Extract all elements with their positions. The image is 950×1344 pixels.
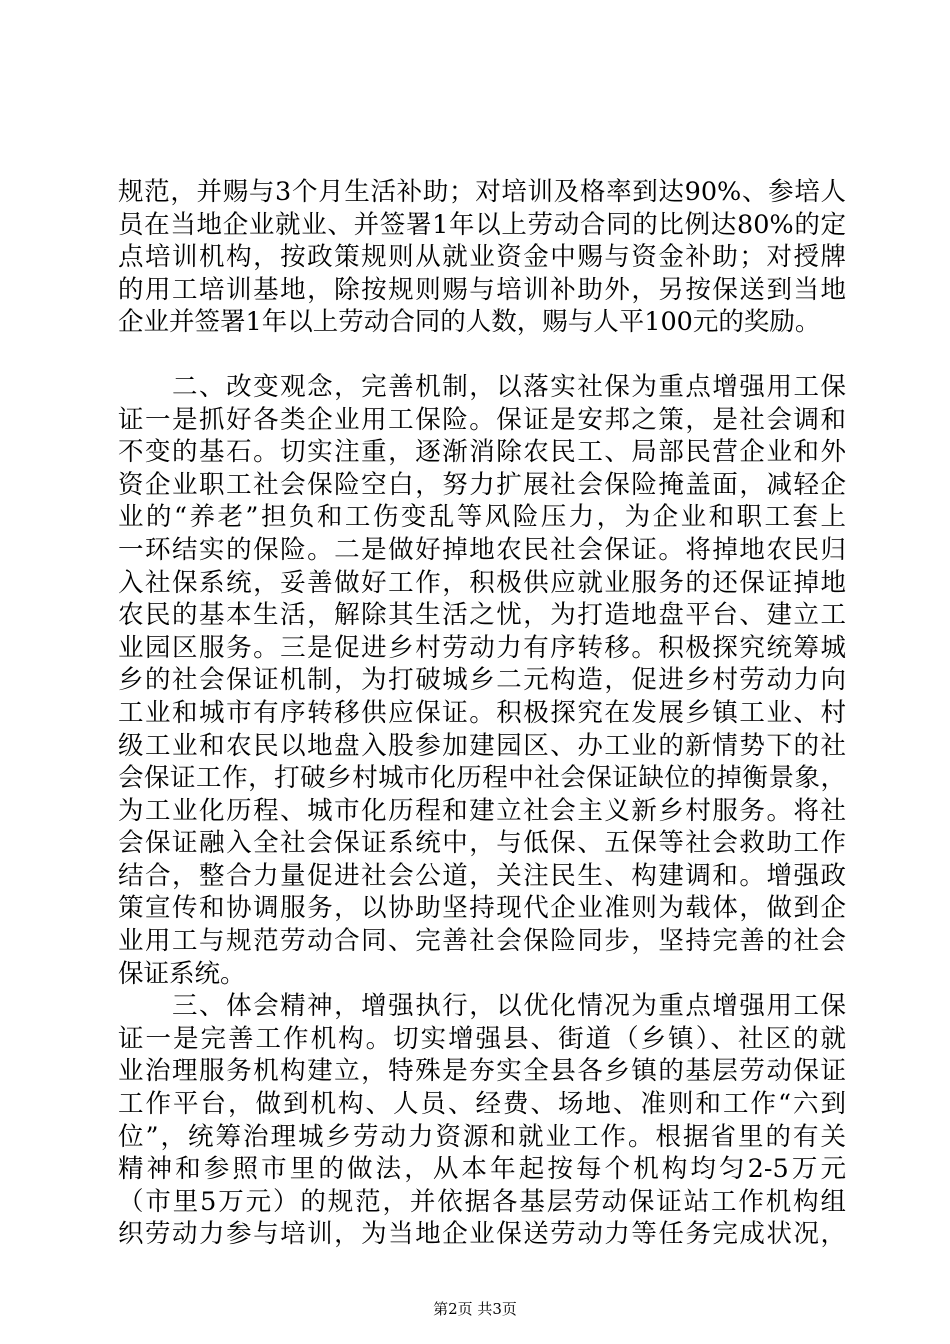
text-line: 业园区服务。三是促进乡村劳动力有序转移。积极探究统筹城: [118, 632, 846, 663]
paragraph-1: [118, 176, 846, 339]
text-line: 会保证工作，打破乡村城市化历程中社会保证缺位的掉衡景象，: [118, 763, 846, 794]
text-line: 业用工与规范劳动合同、完善社会保险同步，坚持完善的社会: [118, 926, 846, 957]
text-line: 证一是完善工作机构。切实增强县、街道（乡镇）、社区的就: [118, 1023, 846, 1054]
text-line: 会保证融入全社会保证系统中，与低保、五保等社会救助工作: [118, 828, 846, 859]
text-line: 精神和参照市里的做法，从本年起按每个机构均匀2-5万元: [118, 1154, 846, 1185]
page-number-footer: 第2页 共3页: [433, 1300, 517, 1318]
text-line: 规范，并赐与3个月生活补助；对培训及格率到达90%、参培人: [118, 177, 846, 207]
text-line: 证一是抓好各类企业用工保险。保证是安邦之策，是社会调和: [118, 404, 846, 435]
text-line: 乡的社会保证机制，为打破城乡二元构造，促进乡村劳动力向: [118, 665, 846, 696]
text-line: 结合，整合力量促进社会公道，关注民生、构建调和。增强政: [118, 860, 846, 891]
document-body: [118, 176, 846, 1251]
text-line: 保证系统。: [118, 958, 246, 989]
text-line: 工作平台，做到机构、人员、经费、场地、准则和工作“六到: [118, 1089, 846, 1120]
paragraph-2: [118, 371, 846, 990]
text-line: 企业并签署1年以上劳动合同的人数，赐与人平100元的奖励。: [118, 307, 821, 338]
text-line: 入社保系统，妥善做好工作，积极供应就业服务的还保证掉地: [118, 567, 846, 598]
text-line: 资企业职工社会保险空白，努力扩展社会保险掩盖面，减轻企: [118, 469, 846, 500]
text-line: 员在当地企业就业、并签署1年以上劳动合同的比例达80%的定: [118, 209, 846, 240]
text-line: 点培训机构，按政策规则从就业资金中赐与资金补助；对授牌: [118, 242, 846, 273]
text-line: 位”，统筹治理城乡劳动力资源和就业工作。根据省里的有关: [118, 1121, 846, 1152]
text-line: （市里5万元）的规范，并依据各基层劳动保证站工作机构组: [118, 1186, 846, 1217]
text-line: 织劳动力参与培训，为当地企业保送劳动力等任务完成状况，: [118, 1219, 846, 1250]
text-line: 一环结实的保险。二是做好掉地农民社会保证。将掉地农民归: [118, 534, 846, 565]
text-line: 三、体会精神，增强执行，以优化情况为重点增强用工保: [118, 991, 846, 1022]
text-line: 工业和城市有序转移供应保证。积极探究在发展乡镇工业、村: [118, 697, 846, 728]
paragraph-spacer: [118, 339, 846, 371]
paragraph-3: [118, 990, 846, 1251]
text-line: 不变的基石。切实注重，逐渐消除农民工、局部民营企业和外: [118, 437, 846, 468]
text-line: 为工业化历程、城市化历程和建立社会主义新乡村服务。将社: [118, 795, 846, 826]
text-line: 级工业和农民以地盘入股参加建园区、办工业的新情势下的社: [118, 730, 846, 761]
text-line: 策宣传和协调服务，以协助坚持现代企业准则为载体，做到企: [118, 893, 846, 924]
text-line: 业治理服务机构建立，特殊是夯实全县各乡镇的基层劳动保证: [118, 1056, 846, 1087]
text-line: 农民的基本生活，解除其生活之忧，为打造地盘平台、建立工: [118, 600, 846, 631]
text-line: 的用工培训基地，除按规则赐与培训补助外，另按保送到当地: [118, 274, 846, 305]
text-line: 二、改变观念，完善机制，以落实社保为重点增强用工保: [118, 371, 846, 402]
text-line: 业的“养老”担负和工伤变乱等风险压力，为企业和职工套上: [118, 502, 846, 533]
